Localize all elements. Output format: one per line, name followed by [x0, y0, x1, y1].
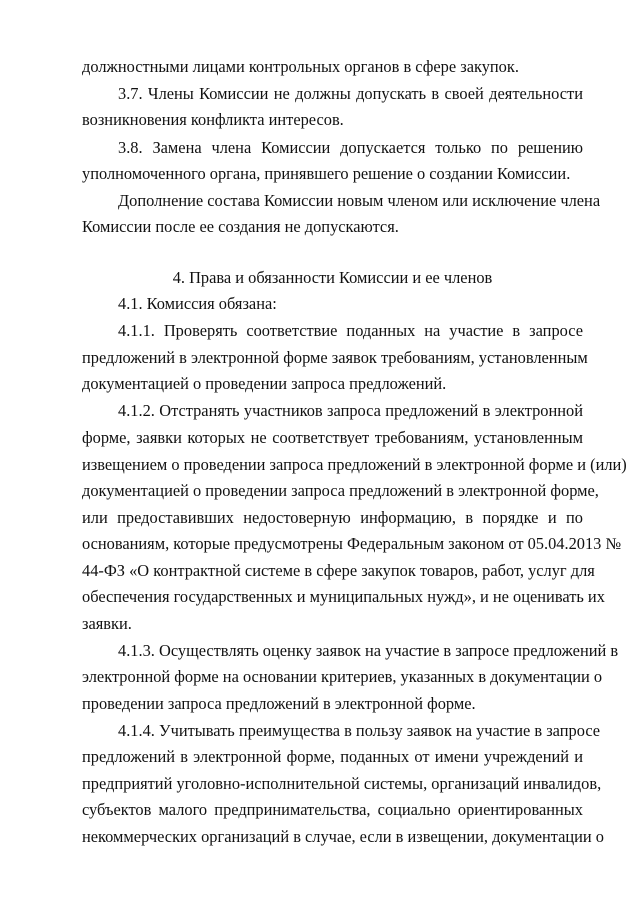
text-line: 44-ФЗ «О контрактной системе в сфере закупок товаров, работ, услуг для — [82, 561, 595, 580]
text-line: 4.1.2. Отстранять участников запроса предложений в электронной — [118, 401, 583, 420]
text-line: 4.1.3. Осуществлять оценку заявок на участие в запросе предложений в — [118, 641, 619, 660]
text-line: заявки. — [82, 614, 132, 633]
text-line: Дополнение состава Комиссии новым членом или исключение члена — [118, 191, 601, 210]
text-line: 4.1.1. Проверять соответствие поданных на участие в запросе — [118, 321, 583, 340]
text-line: уполномоченного органа, принявшего решение о создании Комиссии. — [82, 164, 571, 183]
text-line: обеспечения государственных и муниципальных нужд», и не оценивать их — [82, 587, 605, 606]
text-line: 3.8. Замена члена Комиссии допускается только по решению — [118, 138, 583, 157]
text-line: или предоставивших недостоверную информацию, в порядке и по — [82, 508, 583, 527]
text-line: предприятий уголовно-исполнительной системы, организаций инвалидов, — [82, 774, 602, 793]
text-line: должностными лицами контрольных органов в сфере закупок. — [82, 57, 519, 76]
text-line: возникновения конфликта интересов. — [82, 110, 344, 129]
text-line: электронной форме на основании критериев, указанных в документации о — [82, 667, 603, 686]
text-line: предложений в электронной форме заявок требованиям, установленным — [82, 348, 588, 367]
text-line: основаниям, которые предусмотрены Федеральным законом от 05.04.2013 № — [82, 534, 622, 553]
text-line: предложений в электронной форме, поданных от имени учреждений и — [82, 747, 583, 766]
text-line: проведении запроса предложений в электронной форме. — [82, 694, 476, 713]
text-line: субъектов малого предпринимательства, социально ориентированных — [82, 800, 583, 819]
text-line: форме, заявки которых не соответствует требованиям, установленным — [82, 428, 583, 447]
text-line: некоммерческих организаций в случае, если в извещении, документации о — [82, 827, 604, 846]
text-line: 4.1. Комиссия обязана: — [118, 294, 277, 313]
text-line: извещением о проведении запроса предложений в электронной форме и (или) — [82, 455, 627, 474]
text-line: документацией о проведении запроса предложений в электронной форме, — [82, 481, 599, 500]
text-line: 4.1.4. Учитывать преимущества в пользу заявок на участие в запросе — [118, 721, 601, 740]
text-line: документацией о проведении запроса предложений. — [82, 374, 447, 393]
text-line: Комиссии после ее создания не допускаются. — [82, 217, 399, 236]
text-line: 3.7. Члены Комиссии не должны допускать в своей деятельности — [118, 84, 583, 103]
section-heading: 4. Права и обязанности Комиссии и ее членов — [172, 268, 493, 287]
